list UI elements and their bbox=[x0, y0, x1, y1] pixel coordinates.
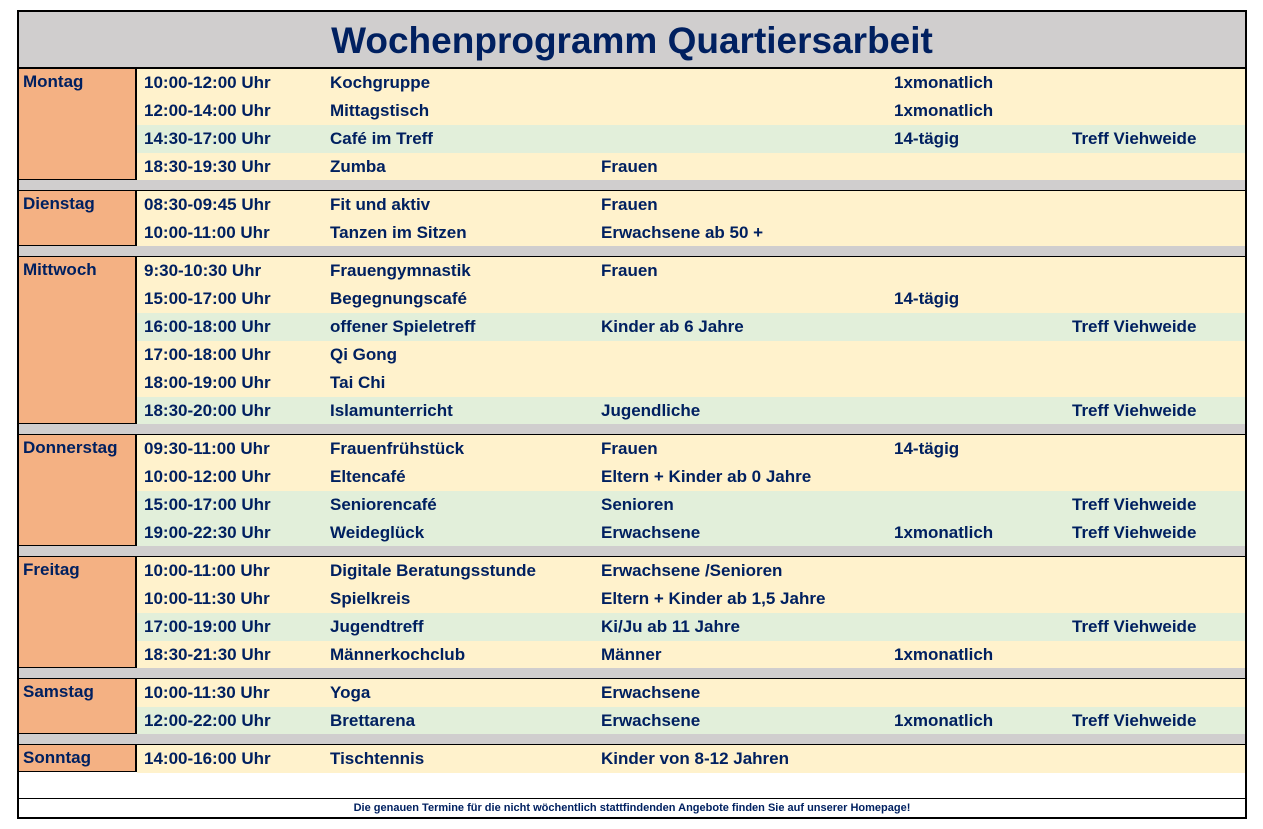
table-row bbox=[137, 491, 1245, 519]
time-cell: 18:00-19:00 Uhr bbox=[144, 373, 271, 392]
audience-cell: Senioren bbox=[601, 495, 674, 514]
table-row bbox=[137, 369, 1245, 397]
location-cell: Treff Viehweide bbox=[1072, 711, 1197, 730]
time-cell: 12:00-22:00 Uhr bbox=[144, 711, 271, 730]
frequency-cell: 1xmonatlich bbox=[894, 73, 994, 92]
audience-cell: Frauen bbox=[601, 195, 658, 214]
location-cell: Treff Viehweide bbox=[1072, 129, 1197, 148]
audience-cell: Erwachsene ab 50 + bbox=[601, 223, 764, 242]
table-row bbox=[137, 341, 1245, 369]
table-row bbox=[137, 557, 1245, 585]
time-cell: 18:30-21:30 Uhr bbox=[144, 645, 271, 664]
activity-cell: Tai Chi bbox=[330, 373, 386, 392]
audience-cell: Männer bbox=[601, 645, 662, 664]
activity-cell: Männerkochclub bbox=[330, 645, 466, 664]
audience-cell: Frauen bbox=[601, 157, 658, 176]
time-cell: 12:00-14:00 Uhr bbox=[144, 101, 271, 120]
day-separator bbox=[19, 246, 1245, 256]
day-separator bbox=[19, 546, 1245, 556]
frequency-cell: 1xmonatlich bbox=[894, 711, 994, 730]
table-row bbox=[137, 285, 1245, 313]
day-block-sonntag bbox=[19, 744, 1245, 772]
audience-cell: Eltern + Kinder ab 1,5 Jahre bbox=[601, 589, 826, 608]
time-cell: 10:00-11:30 Uhr bbox=[144, 683, 270, 702]
time-cell: 19:00-22:30 Uhr bbox=[144, 523, 271, 542]
activity-cell: Kochgruppe bbox=[330, 73, 431, 92]
time-cell: 08:30-09:45 Uhr bbox=[144, 195, 271, 214]
table-row bbox=[137, 313, 1245, 341]
time-cell: 14:00-16:00 Uhr bbox=[144, 749, 271, 768]
audience-cell: Erwachsene bbox=[601, 523, 701, 542]
activity-cell: Tanzen im Sitzen bbox=[330, 223, 467, 242]
audience-cell: Frauen bbox=[601, 439, 658, 458]
audience-cell: Kinder von 8-12 Jahren bbox=[601, 749, 790, 768]
time-cell: 10:00-11:00 Uhr bbox=[144, 223, 270, 242]
frequency-cell: 14-tägig bbox=[894, 289, 960, 308]
frequency-cell: 14-tägig bbox=[894, 439, 960, 458]
frequency-cell: 1xmonatlich bbox=[894, 645, 994, 664]
footer-note: Die genauen Termine für die nicht wöchentlich stattfindenden Angebote finden Sie auf unserer Homepage! bbox=[19, 798, 1245, 818]
table-row bbox=[137, 679, 1245, 707]
time-cell: 09:30-11:00 Uhr bbox=[144, 439, 270, 458]
day-rows bbox=[137, 434, 1245, 546]
schedule-sheet bbox=[17, 10, 1247, 819]
page-title: Wochenprogramm Quartiersarbeit bbox=[19, 12, 1245, 68]
time-cell: 14:30-17:00 Uhr bbox=[144, 129, 271, 148]
table-row bbox=[137, 707, 1245, 735]
location-cell: Treff Viehweide bbox=[1072, 317, 1197, 336]
location-cell: Treff Viehweide bbox=[1072, 523, 1197, 542]
time-cell: 18:30-20:00 Uhr bbox=[144, 401, 271, 420]
activity-cell: Qi Gong bbox=[330, 345, 398, 364]
day-separator bbox=[19, 424, 1245, 434]
day-block-dienstag bbox=[19, 190, 1245, 246]
activity-cell: Seniorencafé bbox=[330, 495, 437, 514]
table-row bbox=[137, 153, 1245, 181]
day-separator bbox=[19, 734, 1245, 744]
day-label: Sonntag bbox=[19, 744, 137, 772]
activity-cell: Mittagstisch bbox=[330, 101, 430, 120]
location-cell: Treff Viehweide bbox=[1072, 617, 1197, 636]
activity-cell: Yoga bbox=[330, 683, 371, 702]
table-row bbox=[137, 257, 1245, 285]
table-row bbox=[137, 613, 1245, 641]
time-cell: 15:00-17:00 Uhr bbox=[144, 495, 271, 514]
activity-cell: Begegnungscafé bbox=[330, 289, 467, 308]
activity-cell: Jugendtreff bbox=[330, 617, 424, 636]
activity-cell: Eltencafé bbox=[330, 467, 406, 486]
audience-cell: Erwachsene bbox=[601, 711, 701, 730]
day-label: Samstag bbox=[19, 678, 137, 734]
day-label: Dienstag bbox=[19, 190, 137, 246]
frequency-cell: 1xmonatlich bbox=[894, 523, 994, 542]
activity-cell: Frauenfrühstück bbox=[330, 439, 465, 458]
table-row bbox=[137, 397, 1245, 425]
day-block-donnerstag bbox=[19, 434, 1245, 546]
day-block-samstag bbox=[19, 678, 1245, 734]
table-row bbox=[137, 519, 1245, 547]
time-cell: 17:00-19:00 Uhr bbox=[144, 617, 271, 636]
table-row bbox=[137, 585, 1245, 613]
day-label: Mittwoch bbox=[19, 256, 137, 424]
time-cell: 10:00-11:00 Uhr bbox=[144, 561, 270, 580]
audience-cell: Erwachsene bbox=[601, 683, 701, 702]
table-row bbox=[137, 641, 1245, 669]
activity-cell: Café im Treff bbox=[330, 129, 433, 148]
day-block-montag bbox=[19, 68, 1245, 180]
time-cell: 18:30-19:30 Uhr bbox=[144, 157, 271, 176]
activity-cell: Weideglück bbox=[330, 523, 425, 542]
day-rows bbox=[137, 256, 1245, 424]
time-cell: 15:00-17:00 Uhr bbox=[144, 289, 271, 308]
table-row bbox=[137, 69, 1245, 97]
activity-cell: Digitale Beratungsstunde bbox=[330, 561, 536, 580]
activity-cell: Frauengymnastik bbox=[330, 261, 471, 280]
activity-cell: Spielkreis bbox=[330, 589, 411, 608]
table-row bbox=[137, 745, 1245, 773]
day-rows bbox=[137, 678, 1245, 734]
location-cell: Treff Viehweide bbox=[1072, 401, 1197, 420]
audience-cell: Jugendliche bbox=[601, 401, 701, 420]
time-cell: 10:00-12:00 Uhr bbox=[144, 467, 271, 486]
time-cell: 10:00-11:30 Uhr bbox=[144, 589, 270, 608]
activity-cell: Brettarena bbox=[330, 711, 416, 730]
activity-cell: offener Spieletreff bbox=[330, 317, 476, 336]
table-row bbox=[137, 125, 1245, 153]
audience-cell: Kinder ab 6 Jahre bbox=[601, 317, 744, 336]
day-label: Freitag bbox=[19, 556, 137, 668]
table-row bbox=[137, 463, 1245, 491]
time-cell: 9:30-10:30 Uhr bbox=[144, 261, 262, 280]
day-block-mittwoch bbox=[19, 256, 1245, 424]
table-row bbox=[137, 97, 1245, 125]
activity-cell: Tischtennis bbox=[330, 749, 425, 768]
table-row bbox=[137, 435, 1245, 463]
frequency-cell: 1xmonatlich bbox=[894, 101, 994, 120]
day-label: Donnerstag bbox=[19, 434, 137, 546]
activity-cell: Zumba bbox=[330, 157, 386, 176]
table-row bbox=[137, 191, 1245, 219]
day-rows bbox=[137, 744, 1245, 772]
day-block-freitag bbox=[19, 556, 1245, 668]
day-rows bbox=[137, 68, 1245, 180]
time-cell: 17:00-18:00 Uhr bbox=[144, 345, 271, 364]
location-cell: Treff Viehweide bbox=[1072, 495, 1197, 514]
day-separator bbox=[19, 180, 1245, 190]
audience-cell: Eltern + Kinder ab 0 Jahre bbox=[601, 467, 812, 486]
table-row bbox=[137, 219, 1245, 247]
activity-cell: Fit und aktiv bbox=[330, 195, 431, 214]
day-rows bbox=[137, 556, 1245, 668]
day-rows bbox=[137, 190, 1245, 246]
activity-cell: Islamunterricht bbox=[330, 401, 453, 420]
day-separator bbox=[19, 668, 1245, 678]
audience-cell: Ki/Ju ab 11 Jahre bbox=[601, 617, 740, 636]
frequency-cell: 14-tägig bbox=[894, 129, 960, 148]
audience-cell: Erwachsene /Senioren bbox=[601, 561, 783, 580]
audience-cell: Frauen bbox=[601, 261, 658, 280]
time-cell: 10:00-12:00 Uhr bbox=[144, 73, 271, 92]
day-label: Montag bbox=[19, 68, 137, 180]
time-cell: 16:00-18:00 Uhr bbox=[144, 317, 271, 336]
